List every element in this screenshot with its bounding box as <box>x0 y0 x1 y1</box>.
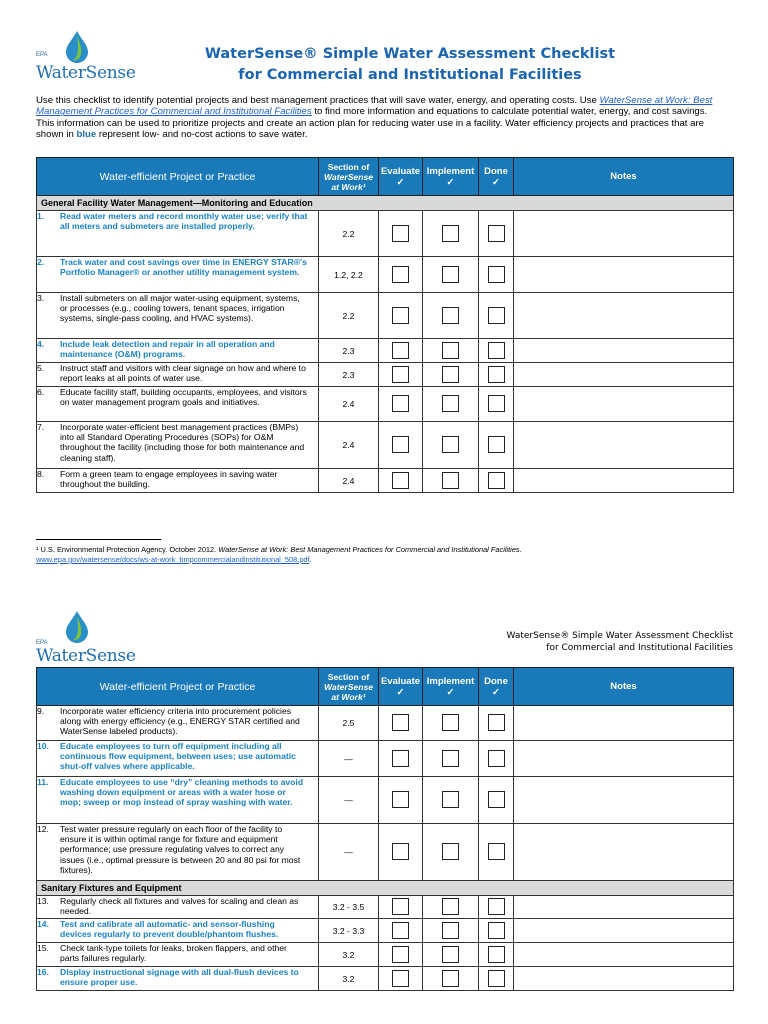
item-number: 8. <box>37 469 45 479</box>
practice-text: Display instructional signage with all dual-flush devices to ensure proper use. <box>60 967 299 988</box>
epa-label: EPA <box>36 640 48 646</box>
page-2-header-line-2: for Commercial and Institutional Facilities <box>546 643 733 653</box>
implement-cell <box>423 363 479 387</box>
done-cell <box>479 257 514 293</box>
implement-cell <box>423 257 479 293</box>
footnote: ¹ U.S. Environmental Protection Agency. October 2012. WaterSense at Work: Best Management Practices for Commercial and Institutional Facilities. www.epa.gov/watersense/docs/ws-at-work_bmpcommercialandinstitutional_508.pdf. <box>36 545 522 564</box>
section-cell: 2.4 <box>319 422 379 469</box>
footnote-link[interactable]: www.epa.gov/watersense/docs/ws-at-work_bmpcommercialandinstitutional_508.pdf <box>36 555 310 564</box>
title-line-2: for Commercial and Institutional Facilities <box>238 67 582 83</box>
notes-cell[interactable] <box>514 967 734 991</box>
header-section: Section of WaterSense at Work¹ <box>319 668 379 706</box>
practice-cell <box>37 741 319 777</box>
notes-cell[interactable] <box>514 339 734 363</box>
water-drop-icon <box>64 610 90 644</box>
item-number: 12. <box>37 824 49 834</box>
watersense-logo <box>36 30 136 83</box>
page-title <box>140 44 680 86</box>
practice-text: Track water and cost savings over time in ENERGY STAR®'s Portfolio Manager® or another utility management system. <box>60 257 307 278</box>
header-evaluate: Evaluate ✓ <box>379 668 423 706</box>
evaluate-checkbox[interactable] <box>392 922 409 939</box>
practice-text: Test and calibrate all automatic- and sensor-flushing devices regularly to prevent double/phantom flushes. <box>60 919 279 940</box>
practice-cell <box>37 943 319 967</box>
table-row <box>37 339 734 363</box>
notes-cell[interactable] <box>514 469 734 493</box>
practice-text: Educate employees to turn off equipment including all continuous flow equipment, between uses; use automatic shut-off valves where applicable. <box>60 741 296 772</box>
practice-cell <box>37 469 319 493</box>
implement-checkbox[interactable] <box>442 843 459 860</box>
header-notes: Notes <box>514 158 734 196</box>
done-cell <box>479 469 514 493</box>
table-row <box>37 257 734 293</box>
done-cell <box>479 706 514 741</box>
implement-cell <box>423 741 479 777</box>
notes-cell[interactable] <box>514 293 734 339</box>
evaluate-checkbox[interactable] <box>392 791 409 808</box>
item-number: 9. <box>37 706 45 716</box>
evaluate-checkbox[interactable] <box>392 436 409 453</box>
watersense-wordmark: WaterSense <box>36 63 136 83</box>
table-row <box>37 943 734 967</box>
watersense-wordmark: WaterSense <box>36 646 136 666</box>
implement-cell <box>423 824 479 881</box>
practice-cell <box>37 257 319 293</box>
header-implement: Implement ✓ <box>423 668 479 706</box>
category-label: General Facility Water Management—Monitoring and Education <box>37 196 734 211</box>
item-number: 2. <box>37 257 45 267</box>
implement-cell <box>423 967 479 991</box>
practice-text: Educate facility staff, building occupants, employees, and visitors on water management program goals and initiatives. <box>60 387 307 408</box>
done-cell <box>479 967 514 991</box>
implement-cell <box>423 777 479 824</box>
evaluate-cell <box>379 777 423 824</box>
category-row <box>37 881 734 896</box>
section-cell: 3.2 - 3.5 <box>319 896 379 919</box>
table-row <box>37 967 734 991</box>
section-cell: — <box>319 777 379 824</box>
epa-label: EPA <box>36 52 48 58</box>
header-section: Section of WaterSense at Work¹ <box>319 158 379 196</box>
evaluate-checkbox[interactable] <box>392 898 409 915</box>
implement-cell <box>423 469 479 493</box>
practice-cell <box>37 422 319 469</box>
section-cell: 3.2 <box>319 967 379 991</box>
done-checkbox[interactable] <box>488 946 505 963</box>
evaluate-checkbox[interactable] <box>392 266 409 283</box>
footnote-title: WaterSense at Work: Best Management Practices for Commercial and Institutional Facilities <box>218 545 520 554</box>
section-cell: — <box>319 824 379 881</box>
practice-cell <box>37 293 319 339</box>
table-row <box>37 387 734 422</box>
done-checkbox[interactable] <box>488 225 505 242</box>
practice-cell <box>37 339 319 363</box>
practice-text: Incorporate water efficiency criteria into procurement policies along with energy efficiency (e.g., ENERGY STAR certified and WaterSense labeled products). <box>60 706 300 737</box>
implement-checkbox[interactable] <box>442 791 459 808</box>
water-drop-icon <box>64 30 90 64</box>
practice-cell <box>37 777 319 824</box>
implement-checkbox[interactable] <box>442 714 459 731</box>
practice-text: Install submeters on all major water-using equipment, systems, or processes (e.g., cooling towers, tenant spaces, irrigation systems, single-pass cooling, and HVAC systems). <box>60 293 300 324</box>
done-checkbox[interactable] <box>488 970 505 987</box>
evaluate-cell <box>379 967 423 991</box>
item-number: 5. <box>37 363 45 373</box>
done-cell <box>479 919 514 943</box>
implement-cell <box>423 339 479 363</box>
evaluate-checkbox[interactable] <box>392 946 409 963</box>
evaluate-cell <box>379 896 423 919</box>
intro-text-2: to find more information and equations to calculate potential water, energy, and cost savings. This information can be used to prioritize projects and create an action plan for reducing water use in a facility. Water efficiency projects and practices that are shown in <box>36 106 708 140</box>
done-checkbox[interactable] <box>488 898 505 915</box>
item-number: 14. <box>37 919 49 929</box>
done-checkbox[interactable] <box>488 472 505 489</box>
practice-cell <box>37 919 319 943</box>
header-done: Done ✓ <box>479 158 514 196</box>
item-number: 15. <box>37 943 49 953</box>
evaluate-cell <box>379 339 423 363</box>
practice-text: Educate employees to use “dry” cleaning methods to avoid washing down equipment or areas with a water hose or mop; sweep or mop instead of spray washing with water. <box>60 777 304 808</box>
done-cell <box>479 422 514 469</box>
evaluate-cell <box>379 293 423 339</box>
header-evaluate: Evaluate ✓ <box>379 158 423 196</box>
item-number: 16. <box>37 967 49 977</box>
notes-cell[interactable] <box>514 257 734 293</box>
done-cell <box>479 339 514 363</box>
section-cell: 2.4 <box>319 469 379 493</box>
practice-cell <box>37 363 319 387</box>
done-cell <box>479 211 514 257</box>
done-cell <box>479 741 514 777</box>
evaluate-cell <box>379 211 423 257</box>
implement-cell <box>423 896 479 919</box>
item-number: 11. <box>37 777 49 787</box>
section-cell: 2.5 <box>319 706 379 741</box>
done-checkbox[interactable] <box>488 436 505 453</box>
table-row <box>37 211 734 257</box>
practice-cell <box>37 706 319 741</box>
practice-cell <box>37 967 319 991</box>
notes-cell[interactable] <box>514 706 734 741</box>
done-cell <box>479 896 514 919</box>
evaluate-checkbox[interactable] <box>392 366 409 383</box>
table-row <box>37 706 734 741</box>
section-cell: 2.3 <box>319 363 379 387</box>
done-checkbox[interactable] <box>488 342 505 359</box>
header-done: Done ✓ <box>479 668 514 706</box>
table-row <box>37 422 734 469</box>
implement-cell <box>423 211 479 257</box>
evaluate-checkbox[interactable] <box>392 395 409 412</box>
item-number: 1. <box>37 211 45 221</box>
implement-checkbox[interactable] <box>442 225 459 242</box>
evaluate-checkbox[interactable] <box>392 472 409 489</box>
notes-cell[interactable] <box>514 387 734 422</box>
category-label: Sanitary Fixtures and Equipment <box>37 881 734 896</box>
header-notes: Notes <box>514 668 734 706</box>
implement-checkbox[interactable] <box>442 898 459 915</box>
checklist-table-page-1 <box>36 157 734 493</box>
evaluate-cell <box>379 919 423 943</box>
evaluate-cell <box>379 422 423 469</box>
notes-cell[interactable] <box>514 919 734 943</box>
implement-checkbox[interactable] <box>442 266 459 283</box>
evaluate-checkbox[interactable] <box>392 342 409 359</box>
section-cell: 3.2 <box>319 943 379 967</box>
implement-checkbox[interactable] <box>442 970 459 987</box>
practice-cell <box>37 896 319 919</box>
category-row <box>37 196 734 211</box>
notes-cell[interactable] <box>514 777 734 824</box>
section-cell: 2.2 <box>319 211 379 257</box>
notes-cell[interactable] <box>514 422 734 469</box>
section-cell: 3.2 - 3.3 <box>319 919 379 943</box>
table-row <box>37 293 734 339</box>
evaluate-cell <box>379 363 423 387</box>
implement-checkbox[interactable] <box>442 307 459 324</box>
implement-cell <box>423 422 479 469</box>
page-2-header-line-1: WaterSense® Simple Water Assessment Checklist <box>506 631 733 641</box>
table-row <box>37 777 734 824</box>
intro-text-1: Use this checklist to identify potential projects and best management practices that will save water, energy, and operating costs. Use <box>36 95 600 106</box>
evaluate-cell <box>379 706 423 741</box>
practice-text: Instruct staff and visitors with clear signage on how and where to report leaks at all points of water use. <box>60 363 306 384</box>
done-checkbox[interactable] <box>488 750 505 767</box>
implement-cell <box>423 943 479 967</box>
notes-cell[interactable] <box>514 741 734 777</box>
evaluate-checkbox[interactable] <box>392 225 409 242</box>
evaluate-checkbox[interactable] <box>392 970 409 987</box>
watersense-at-work-link[interactable]: WaterSense at Work: Best Management Practices for Commercial and Institutional Facilities <box>36 95 713 118</box>
done-checkbox[interactable] <box>488 922 505 939</box>
table-row <box>37 824 734 881</box>
footnote-divider <box>36 539 161 540</box>
header-implement: Implement ✓ <box>423 158 479 196</box>
implement-checkbox[interactable] <box>442 395 459 412</box>
implement-checkbox[interactable] <box>442 922 459 939</box>
practice-text: Read water meters and record monthly water use; verify that all meters and submeters are installed properly. <box>60 211 308 232</box>
evaluate-checkbox[interactable] <box>392 714 409 731</box>
evaluate-cell <box>379 257 423 293</box>
watersense-logo-page-2 <box>36 610 136 666</box>
item-number: 3. <box>37 293 45 303</box>
implement-checkbox[interactable] <box>442 436 459 453</box>
evaluate-cell <box>379 741 423 777</box>
implement-cell <box>423 387 479 422</box>
practice-text: Form a green team to engage employees in saving water throughout the building. <box>60 469 278 490</box>
table-header-row <box>37 158 734 196</box>
done-cell <box>479 777 514 824</box>
item-number: 4. <box>37 339 45 349</box>
practice-cell <box>37 387 319 422</box>
evaluate-cell <box>379 469 423 493</box>
footnote-text: ¹ U.S. Environmental Protection Agency. October 2012. <box>36 545 219 554</box>
done-cell <box>479 387 514 422</box>
section-cell: 2.2 <box>319 293 379 339</box>
item-number: 10. <box>37 741 49 751</box>
done-checkbox[interactable] <box>488 307 505 324</box>
implement-checkbox[interactable] <box>442 472 459 489</box>
intro-text-3: represent low- and no-cost actions to save water. <box>96 128 308 140</box>
practice-text: Check tank-type toilets for leaks, broken flappers, and other parts failures regularly. <box>60 943 287 964</box>
notes-cell[interactable] <box>514 363 734 387</box>
item-number: 13. <box>37 896 49 906</box>
section-cell: 2.4 <box>319 387 379 422</box>
table-row <box>37 469 734 493</box>
done-checkbox[interactable] <box>488 843 505 860</box>
done-checkbox[interactable] <box>488 395 505 412</box>
done-cell <box>479 943 514 967</box>
practice-text: Regularly check all fixtures and valves for scaling and clean as needed. <box>60 896 299 917</box>
implement-checkbox[interactable] <box>442 750 459 767</box>
table-header-row <box>37 668 734 706</box>
notes-cell[interactable] <box>514 824 734 881</box>
table-row <box>37 919 734 943</box>
practice-cell <box>37 824 319 881</box>
notes-cell[interactable] <box>514 211 734 257</box>
item-number: 7. <box>37 422 45 432</box>
done-checkbox[interactable] <box>488 266 505 283</box>
evaluate-cell <box>379 824 423 881</box>
header-practice: Water-efficient Project or Practice <box>37 668 319 706</box>
table-row <box>37 363 734 387</box>
implement-cell <box>423 706 479 741</box>
item-number: 6. <box>37 387 45 397</box>
implement-checkbox[interactable] <box>442 342 459 359</box>
evaluate-cell <box>379 943 423 967</box>
section-cell: 2.3 <box>319 339 379 363</box>
checklist-table-page-2 <box>36 667 734 991</box>
implement-checkbox[interactable] <box>442 366 459 383</box>
table-row <box>37 741 734 777</box>
practice-text: Test water pressure regularly on each floor of the facility to ensure it is within optimal range for fixture and equipment performance; use pressure regulating valves to correct any issues (i.e., optimal pressure is between 20 and 80 psi for most fixtures). <box>60 824 301 875</box>
intro-blue-word: blue <box>76 128 97 140</box>
section-cell: — <box>319 741 379 777</box>
title-line-1: WaterSense® Simple Water Assessment Checklist <box>204 46 616 62</box>
done-cell <box>479 293 514 339</box>
done-checkbox[interactable] <box>488 791 505 808</box>
section-cell: 1.2, 2.2 <box>319 257 379 293</box>
implement-cell <box>423 919 479 943</box>
header-practice: Water-efficient Project or Practice <box>37 158 319 196</box>
practice-text: Incorporate water-efficient best management practices (BMPs) into all Standard Operating Procedures (SOPs) for O&M throughout the facility (including those for both maintenance and cleaning staff). <box>60 422 305 463</box>
done-cell <box>479 363 514 387</box>
practice-text: Include leak detection and repair in all operation and maintenance (O&M) programs. <box>60 339 275 360</box>
evaluate-cell <box>379 387 423 422</box>
intro-paragraph <box>36 95 726 140</box>
evaluate-checkbox[interactable] <box>392 843 409 860</box>
evaluate-checkbox[interactable] <box>392 307 409 324</box>
implement-cell <box>423 293 479 339</box>
done-cell <box>479 824 514 881</box>
done-checkbox[interactable] <box>488 366 505 383</box>
page-2-header <box>400 630 733 654</box>
page-2 <box>0 600 768 1024</box>
done-checkbox[interactable] <box>488 714 505 731</box>
implement-checkbox[interactable] <box>442 946 459 963</box>
notes-cell[interactable] <box>514 943 734 967</box>
notes-cell[interactable] <box>514 896 734 919</box>
table-row <box>37 896 734 919</box>
evaluate-checkbox[interactable] <box>392 750 409 767</box>
practice-cell <box>37 211 319 257</box>
